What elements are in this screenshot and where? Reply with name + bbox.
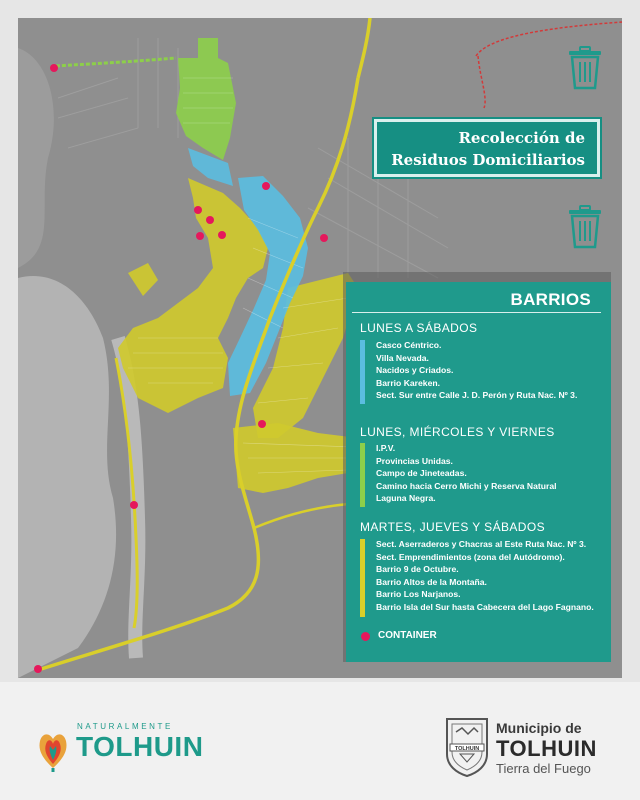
legend-item: Barrio Isla del Sur hasta Cabecera del Lago Fagnano. [376, 601, 594, 612]
container-marker[interactable] [194, 206, 202, 214]
emblem-text: TOLHUIN [454, 746, 480, 752]
legend-item: Sect. Emprendimientos (zona del Autódromo). [376, 551, 565, 562]
municipio-line-2: TOLHUIN [496, 736, 597, 761]
container-marker[interactable] [320, 234, 328, 242]
heart-flame-icon [36, 724, 70, 772]
legend-divider [352, 312, 601, 313]
municipio-logo[interactable] [444, 716, 624, 786]
legend-item: Laguna Negra. [376, 493, 436, 504]
legend-item: Barrio Altos de la Montaña. [376, 576, 487, 587]
legend-group-items-3 [376, 538, 594, 614]
legend-group-title-1: LUNES A SÁBADOS [360, 321, 478, 335]
container-marker[interactable] [262, 182, 270, 190]
legend-item: Nacidos y Criados. [376, 365, 454, 376]
naturalmente-tolhuin-logo[interactable] [36, 722, 256, 782]
trash-bin-icon [568, 205, 602, 249]
municipio-emblem-icon [444, 716, 490, 778]
legend-item: Barrio 9 de Octubre. [376, 564, 459, 575]
container-marker[interactable] [206, 216, 214, 224]
municipio-line-3: Tierra del Fuego [496, 761, 591, 776]
container-marker[interactable] [258, 420, 266, 428]
container-legend-label: CONTAINER [378, 630, 437, 641]
legend-color-bar-blue [360, 340, 365, 404]
legend-color-bar-green [360, 443, 365, 507]
legend-item: Casco Céntrico. [376, 340, 442, 350]
municipio-line-1: Municipio de [496, 720, 582, 736]
legend-group-items-1 [376, 339, 577, 402]
title-line-2: Residuos Domiciliarios [391, 151, 585, 169]
container-marker[interactable] [218, 231, 226, 239]
legend-group-title-3: MARTES, JUEVES Y SÁBADOS [360, 520, 545, 534]
trash-bin-icon [568, 46, 602, 90]
legend-item: Campo de Jineteadas. [376, 468, 467, 479]
legend-item: Sect. Sur entre Calle J. D. Perón y Ruta Nac. Nº 3. [376, 390, 578, 401]
legend-item: I.P.V. [376, 443, 396, 453]
legend-item: Villa Nevada. [376, 352, 429, 363]
container-marker[interactable] [130, 501, 138, 509]
map-title [374, 119, 600, 177]
legend-item: Provincias Unidas. [376, 455, 453, 466]
logo-tagline: NATURALMENTE [77, 722, 173, 731]
legend-color-bar-yellow [360, 539, 365, 617]
legend-item: Barrio Los Narjanos. [376, 589, 461, 600]
footer [0, 682, 640, 800]
legend-group-title-2: LUNES, MIÉRCOLES Y VIERNES [360, 425, 555, 439]
legend-item: Sect. Aserraderos y Chacras al Este Ruta Nac. Nº 3. [376, 539, 587, 549]
container-legend-dot [361, 632, 370, 641]
legend-group-items-2 [376, 442, 557, 505]
container-marker[interactable] [196, 232, 204, 240]
container-marker[interactable] [50, 64, 58, 72]
legend-heading: BARRIOS [510, 290, 591, 309]
title-line-1: Recolección de [458, 129, 585, 147]
legend-item: Barrio Kareken. [376, 377, 441, 388]
container-marker[interactable] [34, 665, 42, 673]
logo-name: TOLHUIN [76, 731, 204, 762]
legend-panel [346, 282, 611, 662]
legend-item: Camino hacia Cerro Michi y Reserva Natural [376, 480, 557, 491]
